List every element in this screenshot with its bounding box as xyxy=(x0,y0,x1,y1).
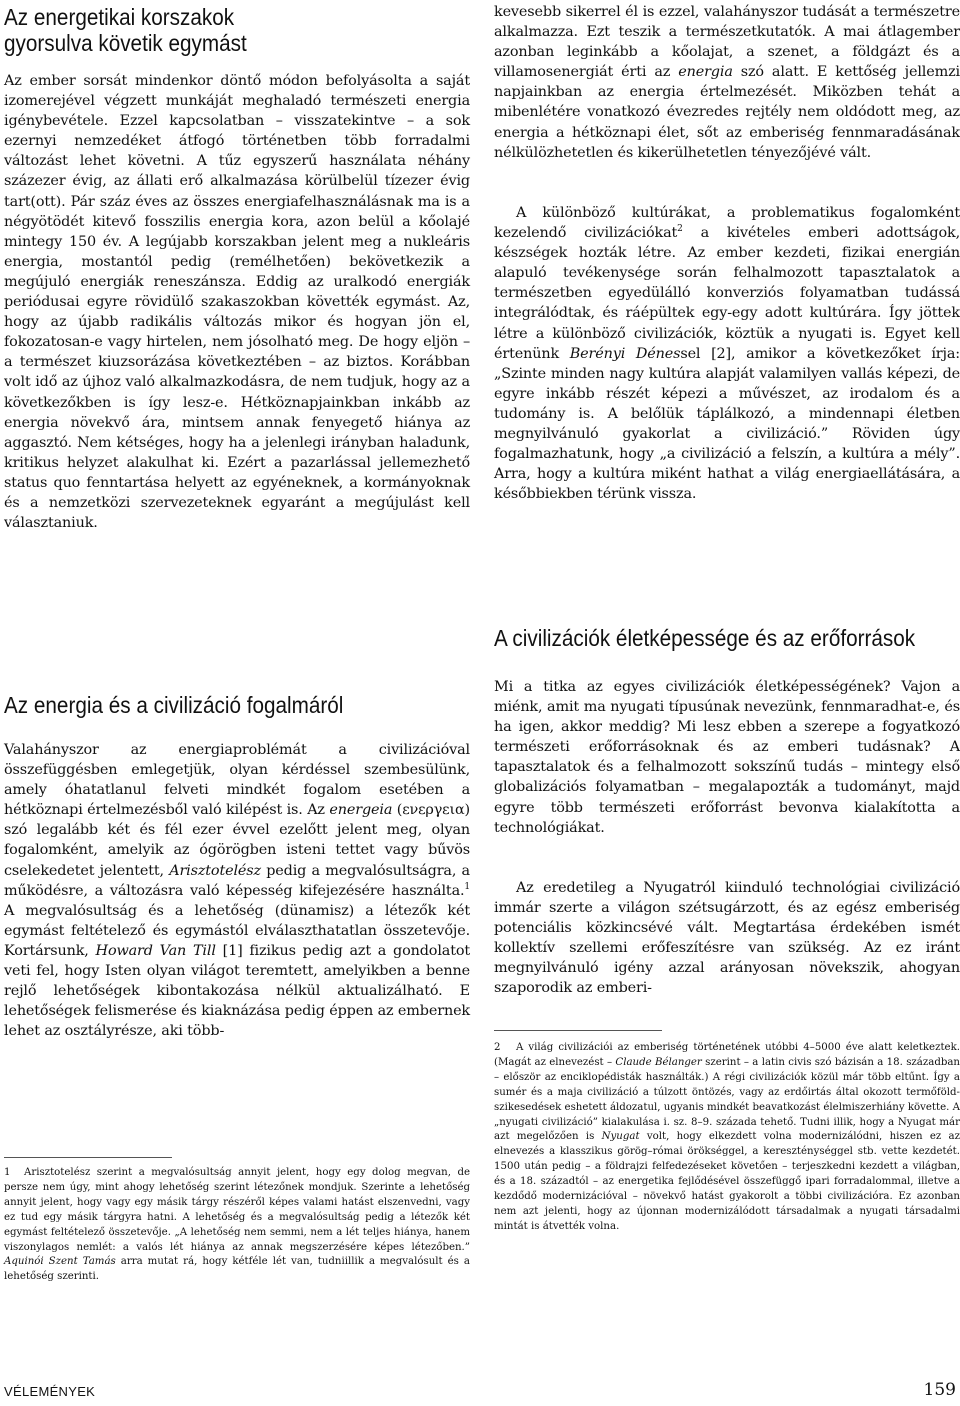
text-segment: sel [2], amikor a következőket írja: „Szinte minden nagy kultúra alapját valamilyen vallás képezi, de egyre inkább részét képezi a művészet, az irodalom és a tudomány is. A belőlük táplálkozó, a mindennapi életben megnyilvánuló gyakorlat a civilizáció.” Röviden úgy fogalmazhatunk, hogy „a civilizáció a felszín, a kultúra a mély”. Arra, hogy a kultúra miként hathat a világ energiaellátására, a későbbiekben térünk vissza. xyxy=(494,345,960,503)
text-segment: pedig a megvalósultságra, a működésre, a változásra való képesség kifejezésére használta. xyxy=(4,862,470,899)
text-segment: kevesebb sikerrel él is ezzel, valahányszor tudását a természetre alkalmazza. Ezt teszik a természetkutatók. A mai átlagember azonban leginkább a kőolajat, a szenet, a földgázt és a villamosenergiát érti az xyxy=(494,4,960,81)
footnote-ref-2: 2 xyxy=(677,224,683,235)
term-energia: energia xyxy=(678,64,733,81)
term-energeia: energeia xyxy=(329,802,393,819)
paragraph-energy-concept xyxy=(4,740,470,1041)
text-segment: volt, hogy elkezdett volna modernizálódni, hiszen ez az elnevezés a klasszikus görög–római örökséggel, a kereszténységgel stb. vette kezdetét. 1500 után pedig – a földrajzi felfedezéseket követően – terjeszkedni kezdett a világban, és a 18. századtól – az energetika fejlődésével összefüggő ipari forradalommal, illetve a kezdődő modernizációval – növekvő hatást gyakorolt a többi civilizációra. Ez azonban nem azt jelenti, hogy az újonnan modernizálódott társadalmak a nyugati társadalmi mintát is átvették volna. xyxy=(494,1131,960,1232)
paragraph-cultures xyxy=(494,203,960,504)
footnote-number: 2 xyxy=(494,1042,501,1053)
footnote-divider xyxy=(4,1157,172,1158)
paragraph-eras: Az ember sorsát mindenkor döntő módon befolyásolta a saját izomerejével végzett munkáját meghaladó természeti energia igénybevétele. Ezzel kapcsolatban – visszatekintve – a sok ezernyi nemzedéket átfogó történetben több forradalmi változást lehet követni. A tűz egyszerű használata néhány százezer évig, az állati erő alkalmazása körülbelül tízezer évig tart(ott). Pár száz éves az összes energiafelhasználásnak ma is a négyötödét kitevő fosszilis energia kora, azon belül a kőolajé mintegy 150 év. A legújabb korszakban jelent meg a nukleáris energia, mostantól pedig (remélhetően) bekövetkezik a megújuló energiák reneszánsza. Eddig az uralkodó energiák periódusai egyre rövidülő szakaszokban követték egymást. Az, hogy az újabb radikális változás mikor és hogyan jön el, fokozatosan-e vagy hirtelen, nem jósolható meg. De hogy eljön – a természet kiuzsorázása következtében – az biztos. Korábban volt idő az újhoz való alkalmazkodásra, de nem tudjuk, hogy az a következőkben is így lesz-e. Hétköznapjainkban inkább az energia növekvő ára, mintsem annak fenyegető hiánya az aggasztó. Nem kétséges, hogy ha a jelenlegi irányban haladunk, kritikus helyzet alakulhat ki. Ezért a pazarlással jellemezhető status quo fenntartása helyett az egyéneknek, a kormányoknak és a nemzetközi szervezeteknek egyaránt a megújulást kell választaniuk. xyxy=(4,73,470,532)
name-arisztotelesz: Arisztotelész xyxy=(169,862,261,879)
footnote-2-text xyxy=(494,1041,960,1235)
text-segment: A különböző kultúrákat, a problematikus fogalomként kezelendő civilizációkat xyxy=(494,205,960,242)
text-segment: szó legalább két és fél ezer évvel ezelőtt jelent meg, olyan fogalomként, amelyik az ógörögben isteni tettet vagy bűvös cselekedetet jelentett, xyxy=(4,822,470,879)
footnote-number: 1 xyxy=(4,1167,11,1178)
section-heading-energy-civilization: Az energia és a civilizáció fogalmáról xyxy=(4,692,344,718)
section-heading-viability: A civilizációk életképessége és az erőforrások xyxy=(494,625,916,651)
paragraph-technology: Az eredetileg a Nyugatról kiinduló technológiai civilizáció immár szerte a világon szétsugárzott, és az egész emberiség potenciális közkincsévé vált. Megtartása érdekében ismét kollektív szellemi erőfeszítésre van szükség. Az ez iránt megnyilvánuló igény azzal arányosan növekszik, ahogyan szaporodik az emberi- xyxy=(494,880,960,997)
greek-term: (ενεργεια) xyxy=(392,802,470,819)
name-aquinoi: Aquinói Szent Tamás xyxy=(4,1256,116,1268)
text-segment: arra mutat rá, hogy kétféle lét van, tudniillik a megvalósult és a lehetőség szerinti. xyxy=(4,1256,470,1283)
text-segment: a kivételes emberi adottságok, készségek hozták létre. Az ember kezdeti, fizikai energián alapuló tevékenysége során felhalmozott tapasztalatok a természetben egyedülálló konverziós folyamatban tudássá integrálódtak, és ráépültek egy-egy adott kultúrára. Így jöttek létre a különböző civilizációk, köztük a nyugati is. Egyet kell értenünk xyxy=(494,225,960,362)
text-segment: A megvalósultság és a lehetőség (dünamisz) a létezők két egymást feltételező és egymástól elválaszthatatlan összetevője. Kortársunk, xyxy=(4,902,470,959)
name-howard-van-till: Howard Van Till xyxy=(95,942,216,959)
name-claude-belanger: Claude Bélanger xyxy=(615,1056,702,1068)
footnote-ref-1: 1 xyxy=(464,881,470,892)
text-segment: szerint – a latin civis szó bázisán a 18. században – először az enciklopédisták használták.) A régi civilizációk közül már több eltűnt. Így a sumér és a maja civilizáció a túlzott öntözés, vagy az erdőirtás által okozott termőföld-szikesedések eshetett áldozatul, ugyanis mindkét beavatkozást élelmiszerhiány követte. A „nyugati civilizáció” kialakulása i. sz. 8–9. százada tehető. Tudni illik, hogy a Nyugat már azt megelőzően is xyxy=(494,1056,960,1143)
footnote-2 xyxy=(494,1030,960,1235)
name-berenyi: Berényi Dénes xyxy=(569,345,681,362)
paragraph-energy-meaning xyxy=(494,2,960,163)
page-number: 159 xyxy=(923,1380,956,1400)
footnote-1 xyxy=(4,1157,470,1285)
text-segment: A világ civilizációi az emberiség történetének utóbbi 4–5000 éve alatt keletkeztek. (Magát az elnevezést – xyxy=(494,1042,960,1068)
page-footer xyxy=(4,1378,956,1402)
footnote-1-text xyxy=(4,1166,470,1285)
text-segment: szó alatt. E kettőség jellemzi napjainkban az energia értelmezését. Miközben tehát a mibenlétére vonatkozó évezredes rejtély nem oldódott meg, az energia a hétköznapi élet, sőt az emberiség fennmaradásának nélkülözhetetlen és kikerülhetetlen tényezőjévé vált. xyxy=(494,64,960,161)
footnote-divider xyxy=(494,1030,662,1031)
section-name: VÉLEMÉNYEK xyxy=(4,1384,96,1399)
paragraph-viability: Mi a titka az egyes civilizációk életképességének? Vajon a miénk, amit ma nyugati típusúnak nevezünk, fennmaradhat-e, és ha igen, akkor meddig? Mi lesz ebben a szerepe a fogyatkozó természeti erőforrásoknak és az emberi tudásnak? A tapasztalatok és a felhalmozott sokszínű tudás – mintegy első globalizációs folyamatban – megalapozták a tudományt, majd egyre több természeti erőforrást bevonva kialakította a technológiákat. xyxy=(494,679,960,836)
section-heading-eras: Az energetikai korszakok gyorsulva követik egymást xyxy=(4,4,247,56)
text-segment: Valahányszor az energiaproblémát a civilizációval összefüggésben emlegetjük, olyan kérdéssel szembesülünk, amely óhatatlanul felveti mindkét fogalom esetében a hétköznapi értelmezésből való kilépést is. Az xyxy=(4,742,470,819)
text-segment: Arisztotelész szerint a megvalósultság annyit jelent, hogy egy dolog megvan, de persze nem úgy, mint ahogy lehetőség szerint létezőnek mondjuk. Szerinte a lehetőség annyit jelent, hogy vagy egy másik tárgy részéről képes valami hatást elszenvedni, vagy ez tud egy másik tárgyra hatni. A lehetőség és a megvalósultság pedig a létezők két egymást feltételező összetevője. „A lehetőség nem semmi, nem a lét teljes hiánya, hanem viszonylagos nemlét: a valós lét hiánya az annak megszerzésére képes létezőben.” xyxy=(4,1167,470,1253)
term-nyugat: Nyugat xyxy=(601,1131,640,1143)
text-segment: [1] fizikus pedig azt a gondolatot veti fel, hogy Isten olyan világot teremtett, amelyikben a benne rejlő lehetőségek kibontakozása nélkül aktualizálható. E lehetőségek felismerése és kiaknázása pedig éppen az embernek lehet az osztályrésze, aki több- xyxy=(4,942,470,1040)
